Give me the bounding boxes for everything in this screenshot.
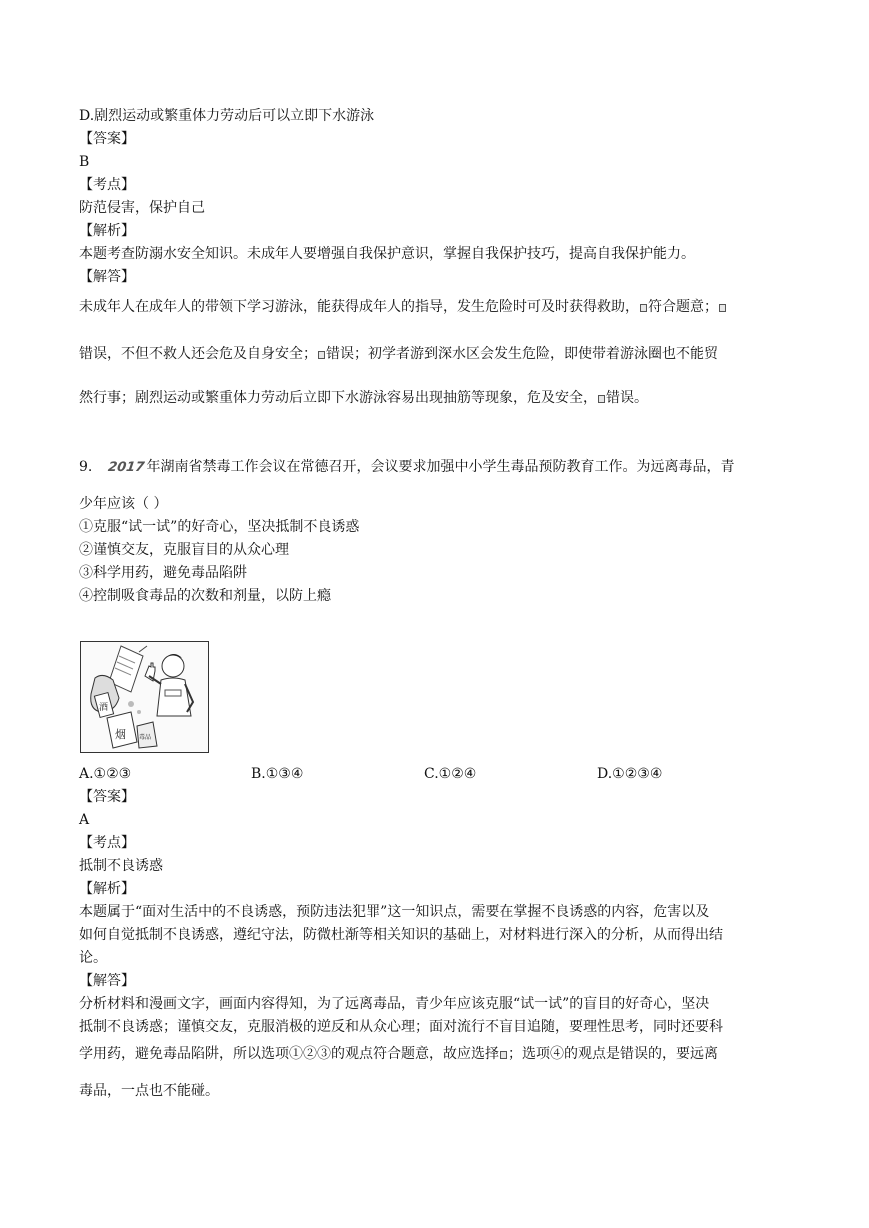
q9-solution-1: 分析材料和漫画文字，画面内容得知，为了远离毒品，青少年应该克服“试一试”的盲目的好奇心，坚决 xyxy=(79,996,710,1012)
missing-image-icon xyxy=(719,304,726,312)
q8-option-d: D.剧烈运动或繁重体力劳动后可以立即下水游泳 xyxy=(79,108,375,124)
q9-solution-3b: ；选项④的观点是错误的，要远离 xyxy=(508,1046,718,1062)
q9-solution-4: 毒品，一点也不能碰。 xyxy=(79,1083,219,1099)
q8-point-label: 【考点】 xyxy=(79,177,135,193)
q9-solution-label: 【解答】 xyxy=(79,973,135,989)
q8-point: 防范侵害，保护自己 xyxy=(79,200,205,216)
q8-answer: B xyxy=(79,154,90,170)
q9-point-label: 【考点】 xyxy=(79,835,135,851)
q9-stem-line-1 xyxy=(79,458,735,477)
missing-image-icon xyxy=(318,351,325,359)
q9-analysis-1: 本题属于“面对生活中的不良诱惑，预防违法犯罪”这一知识点，需要在掌握不良诱惑的内容，危害以及 xyxy=(79,904,710,920)
q8-solution-line-1 xyxy=(79,298,727,316)
q9-item-2: ②谨慎交友，克服盲目的从众心理 xyxy=(79,542,289,558)
q8-answer-label: 【答案】 xyxy=(79,131,135,147)
q9-item-3: ③科学用药，避免毒品陷阱 xyxy=(79,565,247,581)
q8-analysis: 本题考查防溺水安全知识。未成年人要增强自我保护意识，掌握自我保护技巧，提高自我保护能力。 xyxy=(79,246,695,262)
wine-label: 酒 xyxy=(99,703,109,713)
q8-solution-2b: 错误；初学者游到深水区会发生危险，即使带着游泳圈也不能贸 xyxy=(326,346,718,362)
year-image: 2017 xyxy=(107,460,146,475)
q8-solution-1b: 符合题意； xyxy=(648,299,718,315)
q9-point: 抵制不良诱惑 xyxy=(79,858,163,874)
q9-option-b: B.①③④ xyxy=(251,766,304,782)
q9-analysis-label: 【解析】 xyxy=(79,881,135,897)
q9-item-1: ①克服“试一试”的好奇心，坚决抵制不良诱惑 xyxy=(79,519,360,535)
q9-solution-2: 抵制不良诱惑；谨慎交友，克服消极的逆反和从众心理；面对流行不盲目追随，要理性思考，同时还要科 xyxy=(79,1019,723,1035)
q8-analysis-label: 【解析】 xyxy=(79,223,135,239)
q9-option-d: D.①②③④ xyxy=(597,766,663,782)
q9-answer-label: 【答案】 xyxy=(79,789,135,805)
q8-solution-1a: 未成年人在成年人的带领下学习游泳，能获得成年人的指导，发生危险时可及时获得救助， xyxy=(79,299,639,315)
q9-solution-line-3 xyxy=(79,1045,718,1063)
cartoon-illustration xyxy=(80,641,209,753)
q9-option-a: A.①②③ xyxy=(79,766,132,782)
drug-label: 毒品 xyxy=(139,734,152,741)
q8-solution-line-3 xyxy=(79,389,648,407)
missing-image-icon xyxy=(598,395,605,403)
q9-stem-line-2: 少年应该（ ） xyxy=(79,496,168,512)
q9-number: 9. xyxy=(79,459,93,475)
q9-solution-3a: 学用药，避免毒品陷阱，所以选项①②③的观点符合题意，故应选择 xyxy=(79,1046,499,1062)
q8-solution-2a: 错误，不但不救人还会危及自身安全； xyxy=(79,346,317,362)
q9-stem-1: 年湖南省禁毒工作会议在常德召开，会议要求加强中小学生毒品预防教育工作。为远离毒品，青 xyxy=(146,459,735,475)
q9-analysis-3: 论。 xyxy=(79,950,107,966)
q8-solution-3a: 然行事；剧烈运动或繁重体力劳动后立即下水游泳容易出现抽筋等现象，危及安全， xyxy=(79,390,597,406)
missing-image-icon xyxy=(500,1051,507,1059)
missing-image-icon xyxy=(640,304,647,312)
q9-item-4: ④控制吸食毒品的次数和剂量，以防上瘾 xyxy=(79,588,331,604)
q9-option-c: C.①②④ xyxy=(424,766,477,782)
q8-solution-line-2 xyxy=(79,345,718,363)
q8-solution-label: 【解答】 xyxy=(79,269,135,285)
q9-answer: A xyxy=(79,812,90,828)
cartoon-drawing xyxy=(81,642,208,752)
tobacco-label: 烟 xyxy=(115,728,126,741)
q9-analysis-2: 如何自觉抵制不良诱惑，遵纪守法，防微杜渐等相关知识的基础上，对材料进行深入的分析，从而得出结 xyxy=(79,927,723,943)
q8-solution-3b: 错误。 xyxy=(606,390,648,406)
